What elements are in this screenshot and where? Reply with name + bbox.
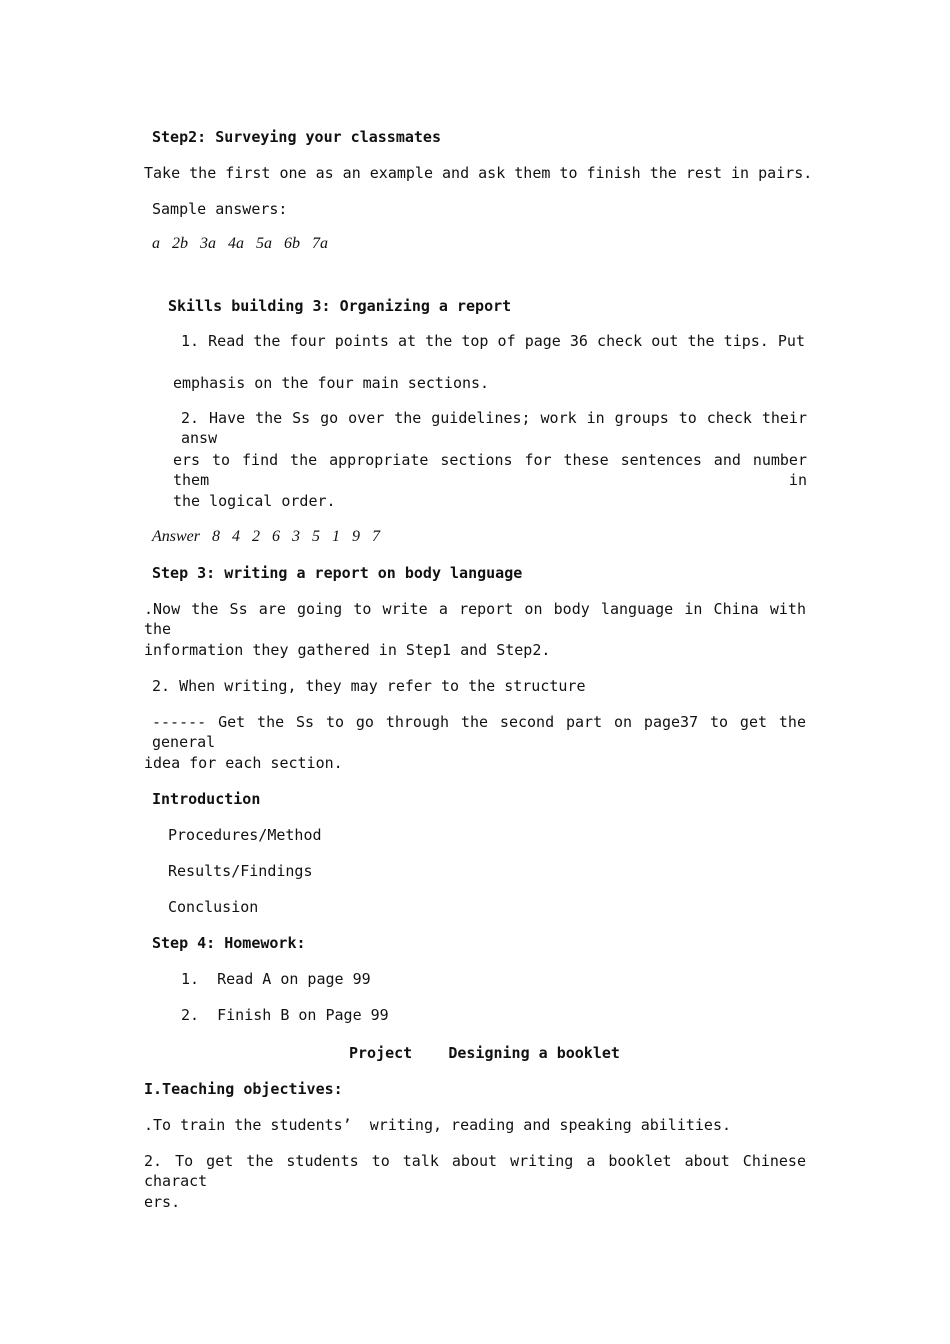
skills3-heading: Skills building 3: Organizing a report — [168, 297, 512, 315]
step3-item2: 2. When writing, they may refer to the structure — [152, 677, 586, 695]
skills3-answer: Answer 8 4 2 6 3 5 1 9 7 — [152, 528, 380, 545]
step3-para1-line1: .Now the Ss are going to write a report on body language in China with the — [144, 600, 806, 638]
introduction-label: Introduction — [152, 790, 261, 808]
homework-item-1: 1. Read A on page 99 — [181, 970, 371, 988]
skills3-item1-line2: emphasis on the four main sections. — [173, 374, 490, 392]
objectives-heading: I.Teaching objectives: — [144, 1080, 343, 1098]
step3-dash-line2: idea for each section. — [144, 754, 343, 772]
sample-answers: a 2b 3a 4a 5a 6b 7a — [152, 235, 328, 252]
project-title: Project Designing a booklet — [349, 1044, 620, 1062]
skills3-item1-line1: 1. Read the four points at the top of page 36 check out the tips. Put — [181, 332, 805, 350]
sample-answers-label: Sample answers: — [152, 200, 288, 218]
homework-item-2: 2. Finish B on Page 99 — [181, 1006, 389, 1024]
step2-instruction: Take the first one as an example and ask them to finish the rest in pairs. — [144, 164, 813, 182]
objective-2-line1: 2. To get the students to talk about writing a booklet about Chinese charact — [144, 1152, 806, 1190]
objective-1: .To train the students’ writing, reading and speaking abilities. — [144, 1116, 731, 1134]
step3-dash-line1: ------ Get the Ss to go through the second part on page37 to get the general — [152, 713, 806, 751]
objective-2-line2: ers. — [144, 1193, 181, 1211]
step3-heading: Step 3: writing a report on body language — [152, 564, 523, 582]
skills3-item2-line3: the logical order. — [173, 492, 336, 510]
step2-heading: Step2: Surveying your classmates — [152, 128, 441, 146]
step3-para1-line2: information they gathered in Step1 and Step2. — [144, 641, 551, 659]
section-conclusion: Conclusion — [168, 898, 259, 916]
skills3-item2-line2: ers to find the appropriate sections for these sentences and number them in — [173, 451, 807, 489]
step4-heading: Step 4: Homework: — [152, 934, 306, 952]
section-results: Results/Findings — [168, 862, 313, 880]
section-procedures: Procedures/Method — [168, 826, 322, 844]
skills3-item2-line1: 2. Have the Ss go over the guidelines; work in groups to check their answ — [181, 409, 807, 447]
